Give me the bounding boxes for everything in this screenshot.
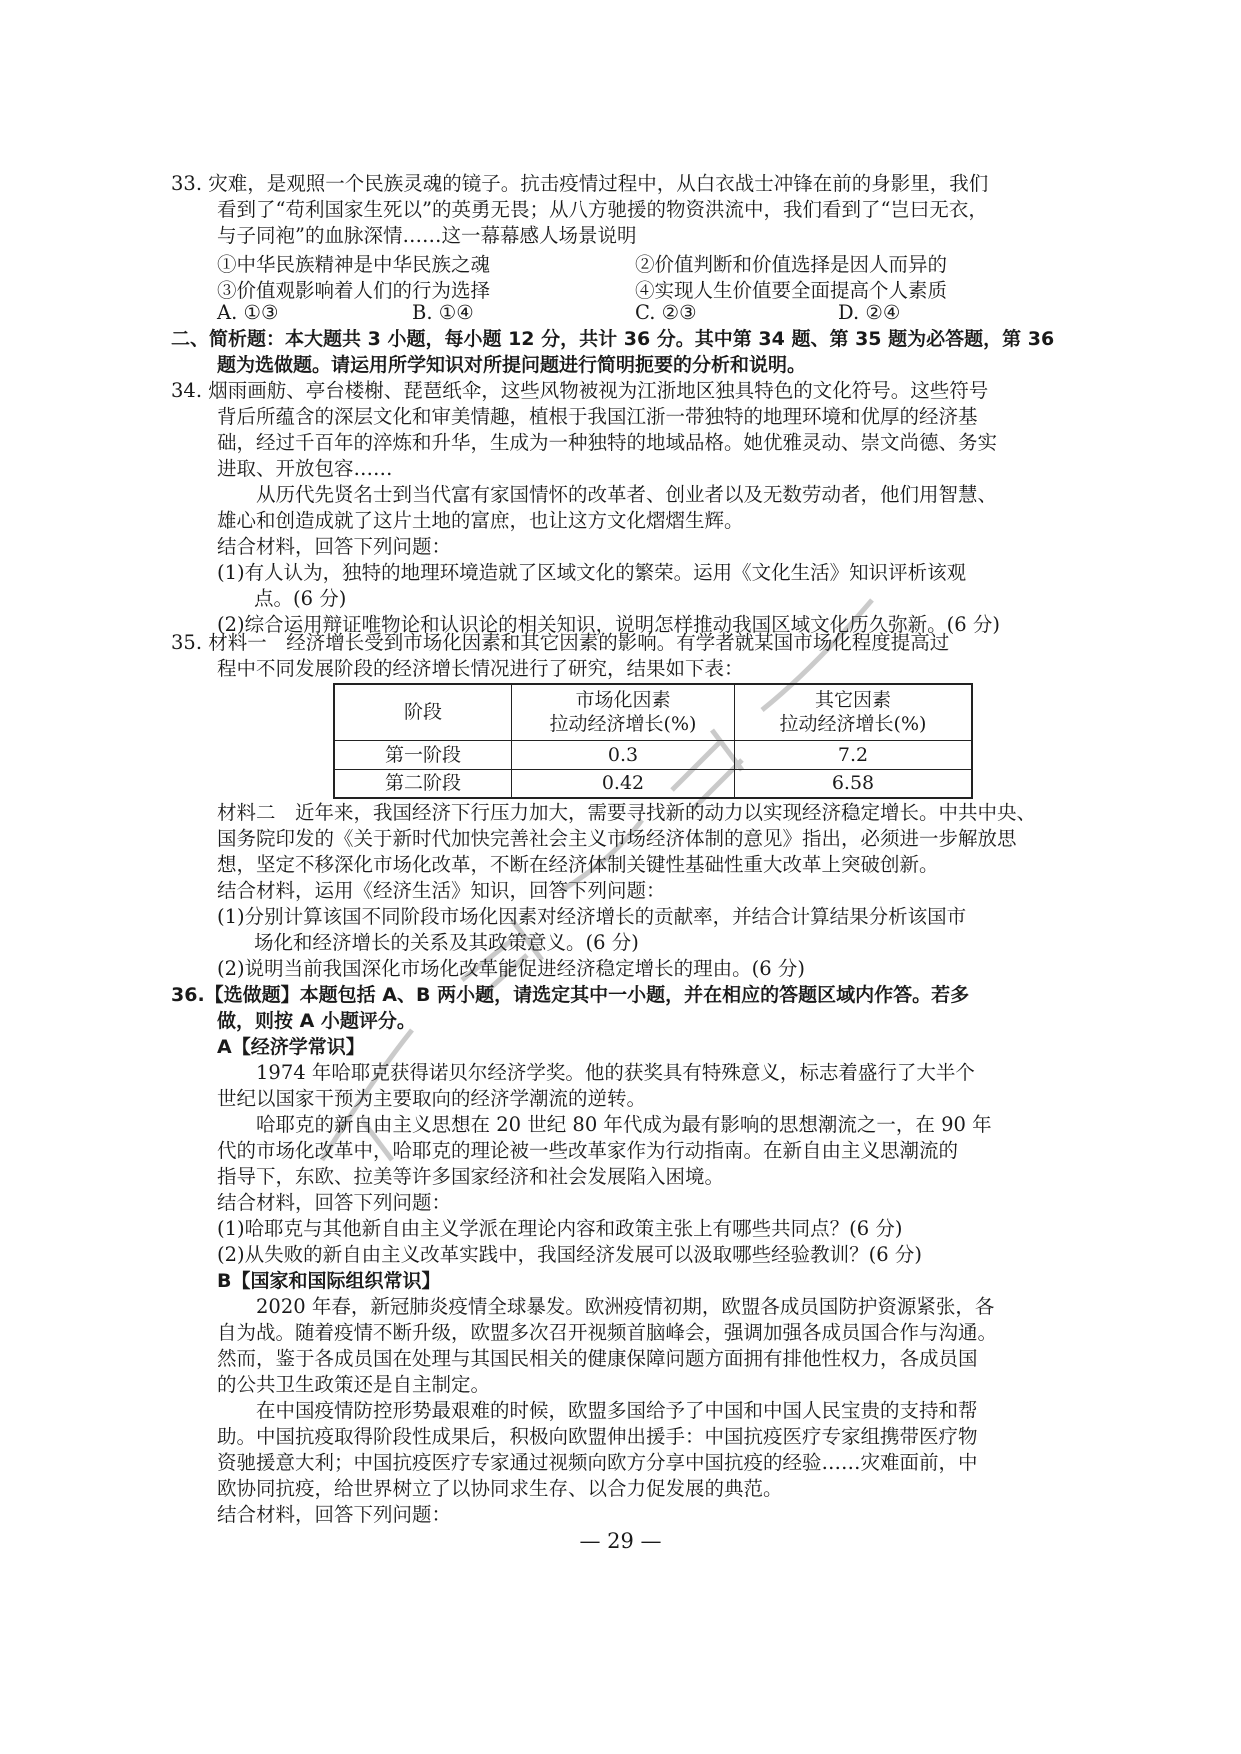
table-header-market-line1: 市场化因素 (575, 689, 671, 712)
q35-subquestion: (2)说明当前我国深化市场化改革能促进经济稳定增长的理由。(6 分) (217, 957, 805, 980)
growth-table (333, 683, 973, 799)
q36-a-line: 世纪以国家干预为主要取向的经济学潮流的逆转。 (217, 1087, 647, 1110)
q36-a-line: 代的市场化改革中，哈耶克的理论被一些改革家作为行动指南。在新自由主义思潮流的 (217, 1139, 959, 1162)
table-cell-stage: 第一阶段 (334, 740, 512, 769)
q33-choice: D. ②④ (838, 301, 901, 324)
q34-subquestion: 点。(6 分) (254, 587, 347, 610)
table-row (334, 769, 972, 798)
q34-line: 背后所蕴含的深层文化和审美情趣，植根于我国江浙一带独特的地理环境和优厚的经济基 (217, 405, 978, 428)
q36-a-line: 哈耶克的新自由主义思想在 20 世纪 80 年代成为最有影响的思想潮流之一，在 90 年 (256, 1113, 992, 1136)
q36-a-prompt: 结合材料，回答下列问题： (217, 1191, 452, 1214)
q34-line: 雄心和创造成就了这片土地的富庶，也让这方文化熠熠生辉。 (217, 509, 744, 532)
q35-line: 35. 材料一 经济增长受到市场化因素和其它因素的影响。有学者就某国市场化程度提高过 (171, 631, 950, 654)
q34-line: 34. 烟雨画舫、亭台楼榭、琵琶纸伞，这些风物被视为江浙地区独具特色的文化符号。这些符号 (171, 379, 989, 402)
q36-a-subquestion: (1)哈耶克与其他新自由主义学派在理论内容和政策主张上有哪些共同点？(6 分) (217, 1217, 903, 1240)
q36-b-line: 2020 年春，新冠肺炎疫情全球暴发。欧洲疫情初期，欧盟各成员国防护资源紧张，各 (256, 1295, 995, 1318)
q36-heading: 36.【选做题】本题包括 A、B 两小题，请选定其中一小题，并在相应的答题区域内作答。若多 (171, 984, 970, 1006)
table-cell-stage: 第二阶段 (334, 769, 512, 798)
q36-b-line: 的公共卫生政策还是自主制定。 (217, 1373, 491, 1396)
q35-line: 材料二 近年来，我国经济下行压力加大，需要寻找新的动力以实现经济稳定增长。中共中央、 (217, 801, 1037, 824)
q33-line: 与子同袍”的血脉深情……这一幕幕感人场景说明 (217, 224, 637, 247)
q36-a-subquestion: (2)从失败的新自由主义改革实践中，我国经济发展可以汲取哪些经验教训？(6 分) (217, 1243, 922, 1266)
table-header-stage: 阶段 (334, 684, 512, 740)
q36-b-line: 自为战。随着疫情不断升级，欧盟多次召开视频首脑峰会，强调加强各成员国合作与沟通。 (217, 1321, 998, 1344)
q33-choice: C. ②③ (635, 301, 697, 324)
q36-b-title: B【国家和国际组织常识】 (217, 1270, 441, 1292)
q36-b-prompt: 结合材料，回答下列问题： (217, 1503, 452, 1526)
table-header-other-line2: 拉动经济增长(%) (779, 713, 927, 736)
q33-line: 33. 灾难，是观照一个民族灵魂的镜子。抗击疫情过程中，从白衣战士冲锋在前的身影里，我们 (171, 172, 989, 195)
table-header-market-line2: 拉动经济增长(%) (549, 713, 697, 736)
q35-subquestion: 场化和经济增长的关系及其政策意义。(6 分) (254, 931, 639, 954)
section-heading: 二、简析题：本大题共 3 小题，每小题 12 分，共计 36 分。其中第 34 题、第 35 题为必答题，第 36 (171, 328, 1055, 350)
q35-line: 想，坚定不移深化市场化改革，不断在经济体制关键性基础性重大改革上突破创新。 (217, 853, 939, 876)
q34-line: 础，经过千百年的淬炼和升华，生成为一种独特的地域品格。她优雅灵动、崇文尚德、务实 (217, 431, 998, 454)
q35-prompt: 结合材料，运用《经济生活》知识，回答下列问题： (217, 879, 666, 902)
q35-line: 国务院印发的《关于新时代加快完善社会主义市场经济体制的意见》指出，必须进一步解放思 (217, 827, 1017, 850)
table-cell-market: 0.42 (512, 769, 735, 798)
q36-heading: 做，则按 A 小题评分。 (217, 1010, 416, 1032)
q36-b-line: 欧协同抗疫，给世界树立了以协同求生存、以合力促发展的典范。 (217, 1477, 783, 1500)
q34-subquestion: (2)综合运用辩证唯物论和认识论的相关知识，说明怎样推动我国区域文化历久弥新。(6 分) (217, 613, 1000, 636)
table-header-market (512, 684, 735, 740)
table-header-other-line1: 其它因素 (814, 689, 891, 712)
table-cell-market: 0.3 (512, 740, 735, 769)
q36-b-line: 在中国疫情防控形势最艰难的时候，欧盟多国给予了中国和中国人民宝贵的支持和帮 (256, 1399, 978, 1422)
section-heading: 题为选做题。请运用所学知识对所提问题进行简明扼要的分析和说明。 (217, 354, 807, 376)
table-cell-other: 7.2 (735, 740, 973, 769)
table-header-other (735, 684, 973, 740)
q36-a-title: A【经济学常识】 (217, 1036, 365, 1058)
q34-line: 从历代先贤名士到当代富有家国情怀的改革者、创业者以及无数劳动者，他们用智慧、 (256, 483, 998, 506)
page-number: — 29 — (579, 1529, 662, 1553)
q33-statement: ①中华民族精神是中华民族之魂 (217, 253, 491, 276)
q34-subquestion: (1)有人认为，独特的地理环境造就了区域文化的繁荣。运用《文化生活》知识评析该观 (217, 561, 967, 584)
q33-line: 看到了“苟利国家生死以”的英勇无畏；从八方驰援的物资洪流中，我们看到了“岂曰无衣， (217, 198, 988, 221)
q34-prompt: 结合材料，回答下列问题： (217, 535, 452, 558)
q33-statement: ②价值判断和价值选择是因人而异的 (635, 253, 948, 276)
q33-choice: A. ①③ (217, 301, 279, 324)
q33-choice: B. ①④ (412, 301, 474, 324)
q35-line: 程中不同发展阶段的经济增长情况进行了研究，结果如下表： (217, 657, 744, 680)
q36-b-line: 然而，鉴于各成员国在处理与其国民相关的健康保障问题方面拥有排他性权力，各成员国 (217, 1347, 978, 1370)
q36-b-line: 资驰援意大利；中国抗疫医疗专家通过视频向欧方分享中国抗疫的经验……灾难面前，中 (217, 1451, 978, 1474)
table-cell-other: 6.58 (735, 769, 973, 798)
q36-a-line: 指导下，东欧、拉美等许多国家经济和社会发展陷入困境。 (217, 1165, 725, 1188)
q36-a-line: 1974 年哈耶克获得诺贝尔经济学奖。他的获奖具有特殊意义，标志着盛行了大半个 (256, 1061, 975, 1084)
q36-b-line: 助。中国抗疫取得阶段性成果后，积极向欧盟伸出援手：中国抗疫医疗专家组携带医疗物 (217, 1425, 978, 1448)
q33-statement: ④实现人生价值要全面提高个人素质 (635, 279, 948, 302)
q33-statement: ③价值观影响着人们的行为选择 (217, 279, 491, 302)
q34-line: 进取、开放包容…… (217, 457, 393, 480)
q35-subquestion: (1)分别计算该国不同阶段市场化因素对经济增长的贡献率，并结合计算结果分析该国市 (217, 905, 967, 928)
table-row (334, 740, 972, 769)
